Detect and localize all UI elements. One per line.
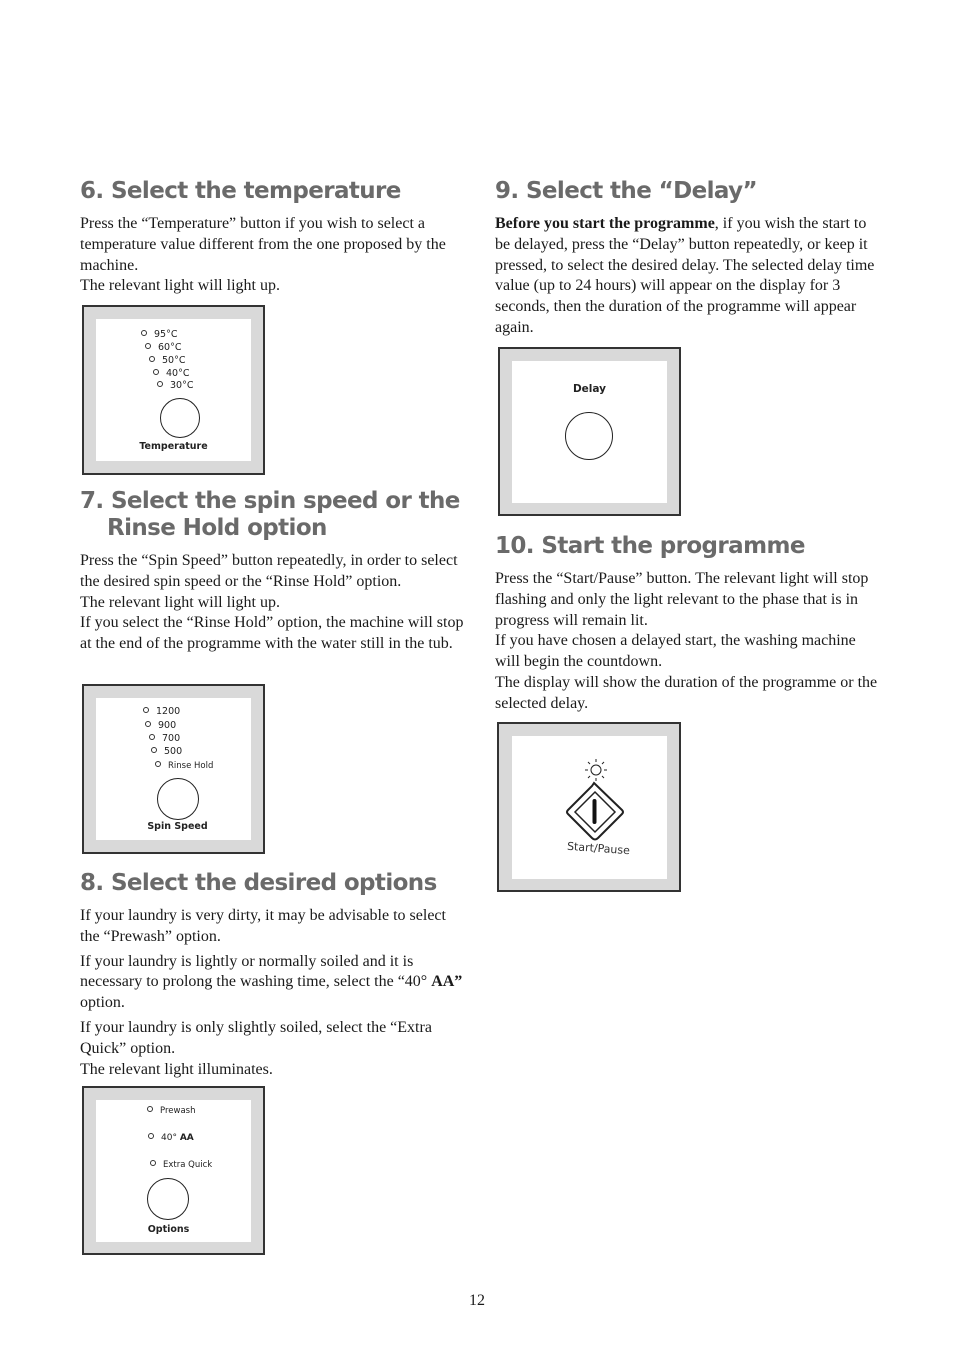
- options-led-40-aa: 40° AA: [148, 1132, 194, 1144]
- options-paragraph-2: If your laundry is lightly or normally soiled and it is necessary to prolong the washing time, select the “40° AA” option.: [80, 952, 463, 1012]
- led-indicator-icon: [150, 1160, 156, 1166]
- led-indicator-icon: [149, 734, 155, 740]
- led-indicator-icon: [141, 330, 147, 336]
- start-pause-icon[interactable]: [567, 783, 623, 840]
- led-indicator-icon: [148, 1133, 154, 1139]
- delay-panel: [498, 347, 681, 516]
- spin-paragraph-1: Press the “Spin Speed” button repeatedly, in order to select the desired spin speed or the “Rinse Hold” option.: [80, 552, 458, 590]
- temperature-panel: [82, 305, 265, 475]
- spin-heading-line-1: 7. Select the spin speed or the: [80, 488, 460, 514]
- temperature-text: [80, 214, 460, 297]
- spin-led-500: 500: [151, 746, 182, 758]
- spin-led-rinse-hold: Rinse Hold: [155, 760, 213, 772]
- start-paragraph-3: The display will show the duration of the programme or the selected delay.: [495, 673, 878, 712]
- options-led-prewash: Prewash: [147, 1105, 196, 1117]
- delay-panel-face: [512, 361, 667, 503]
- temp-led-50: 50°C: [149, 355, 185, 367]
- spin-heading-line-2: Rinse Hold option: [107, 515, 327, 541]
- options-paragraph-4: The relevant light illuminates.: [80, 1060, 273, 1078]
- delay-paragraph: Before you start the programme, if you wish the start to be delayed, press the “Delay” button repeatedly, or keep it pressed, to select the desired delay. The selected delay time value (up to 24 hours) will appear on the display for 3 seconds, then the duration of the programme will appear again.: [495, 215, 875, 336]
- options-text: [80, 906, 465, 1080]
- temperature-button[interactable]: [160, 398, 200, 438]
- led-indicator-icon: [157, 381, 163, 387]
- led-indicator-icon: [145, 721, 151, 727]
- spin-paragraph-2: The relevant light will light up.: [80, 593, 280, 611]
- options-button[interactable]: [147, 1178, 189, 1220]
- led-indicator-icon: [145, 343, 151, 349]
- led-indicator-icon: [153, 369, 159, 375]
- start-text: [495, 569, 880, 715]
- delay-button[interactable]: [565, 412, 613, 460]
- start-paragraph-2: If you have chosen a delayed start, the washing machine will begin the countdown.: [495, 632, 856, 671]
- temp-led-95: 95°C: [141, 329, 177, 341]
- start-pause-graphic: [512, 736, 667, 879]
- options-panel-face: [96, 1100, 251, 1242]
- options-paragraph-1: If your laundry is very dirty, it may be advisable to select the “Prewash” option.: [80, 907, 446, 945]
- led-indicator-icon: [151, 747, 157, 753]
- led-indicator-icon: [143, 707, 149, 713]
- section-heading-start: 10. Start the programme: [495, 533, 805, 559]
- page-number: 12: [469, 1292, 485, 1309]
- delay-button-label: Delay: [572, 383, 607, 395]
- temperature-paragraph-2: The relevant light will light up.: [80, 277, 280, 295]
- temperature-button-label: Temperature: [139, 441, 208, 452]
- spin-led-1200: 1200: [143, 706, 180, 718]
- led-indicator-icon: [147, 1106, 153, 1112]
- options-button-label: Options: [147, 1224, 190, 1235]
- spin-panel: [82, 684, 265, 854]
- start-panel: [497, 722, 681, 892]
- delay-text: [495, 214, 880, 339]
- spin-speed-button-label: Spin Speed: [147, 821, 208, 832]
- spin-speed-button[interactable]: [157, 778, 199, 820]
- led-indicator-icon: [149, 356, 155, 362]
- temperature-paragraph-1: Press the “Temperature” button if you wish to select a temperature value different from the one proposed by the machine.: [80, 215, 446, 274]
- spin-panel-face: [96, 698, 251, 840]
- options-panel: [82, 1086, 265, 1255]
- start-paragraph-1: Press the “Start/Pause” button. The relevant light will stop flashing and only the light relevant to the phase that is in progress will remain lit.: [495, 570, 869, 629]
- temp-led-60: 60°C: [145, 342, 181, 354]
- status-light-icon: [585, 759, 607, 781]
- section-heading-delay: 9. Select the “Delay”: [495, 178, 758, 204]
- start-panel-face: [512, 736, 667, 879]
- temp-led-30: 30°C: [157, 380, 193, 392]
- spin-led-900: 900: [145, 720, 176, 732]
- section-heading-temperature: 6. Select the temperature: [80, 178, 401, 204]
- spin-paragraph-3: If you select the “Rinse Hold” option, the machine will stop at the end of the programme with the water still in the tub.: [80, 614, 464, 653]
- spin-text: [80, 551, 465, 655]
- options-led-extra-quick: Extra Quick: [150, 1159, 212, 1171]
- options-paragraph-3: If your laundry is only slightly soiled, select the “Extra Quick” option.: [80, 1018, 432, 1057]
- section-heading-spin: [80, 488, 460, 542]
- temperature-panel-face: [96, 319, 251, 461]
- temp-led-40: 40°C: [153, 368, 189, 380]
- spin-led-700: 700: [149, 733, 180, 745]
- section-heading-options: 8. Select the desired options: [80, 870, 437, 896]
- led-indicator-icon: [155, 761, 161, 767]
- start-pause-button-label: Start/Pause: [566, 839, 631, 858]
